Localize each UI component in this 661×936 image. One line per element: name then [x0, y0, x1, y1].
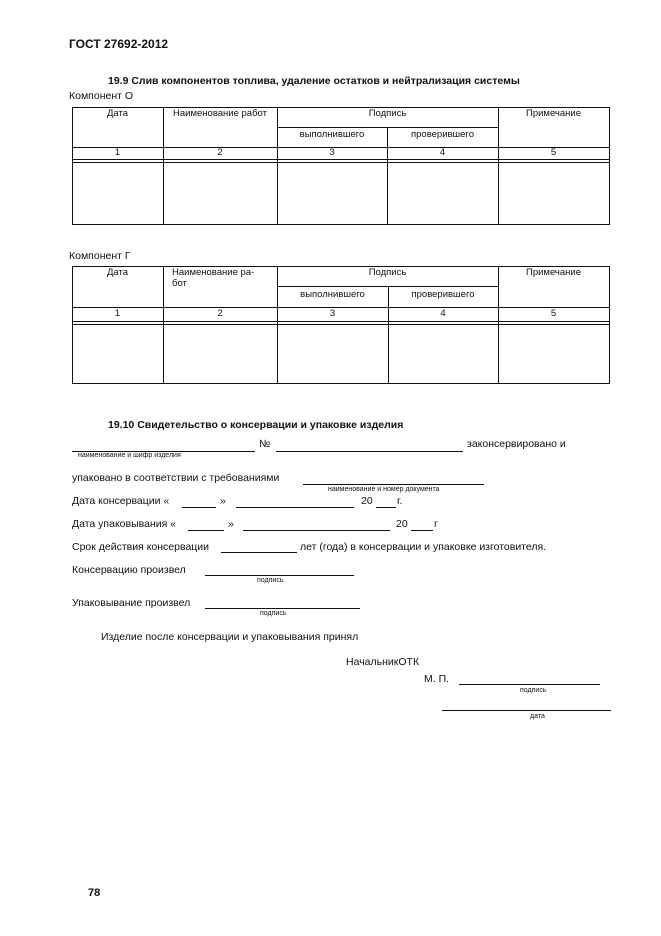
date-packing-label: Дата упаковывания «: [72, 518, 177, 530]
document-code: ГОСТ 27692-2012: [69, 37, 169, 51]
year-prefix: 20: [361, 495, 373, 507]
header-signature: Подпись: [368, 108, 407, 119]
header-works-line-2: бот: [172, 278, 187, 289]
column-number: 5: [550, 147, 557, 158]
column-number: 2: [217, 308, 223, 319]
conservation-year-field: [376, 507, 396, 508]
conserved-by-label: Консервацию произвел: [72, 564, 186, 576]
year-suffix-short: г: [434, 518, 438, 530]
head-otk-label: НачальникОТК: [346, 656, 420, 668]
head-otk-signature-field: [459, 684, 600, 685]
column-number: 5: [550, 308, 557, 319]
header-note: Примечание: [526, 108, 581, 119]
signature-caption: подпись: [257, 577, 284, 584]
header-performer: выполнившего: [299, 129, 365, 140]
year-prefix: 20: [396, 518, 408, 530]
column-number: 3: [329, 308, 336, 319]
header-date: Дата: [106, 108, 129, 119]
component-o-label: Компонент О: [69, 90, 134, 102]
caption-doc: наименование и номер документа: [328, 486, 440, 493]
conserved-by-signature-field: [205, 575, 354, 576]
conservation-month-field: [236, 507, 354, 508]
column-number: 4: [439, 147, 446, 158]
header-date: Дата: [106, 267, 129, 278]
validity-years-field: [221, 552, 297, 553]
packed-by-label: Упаковывание произвел: [72, 597, 191, 609]
acceptance-date-field: [442, 710, 611, 711]
header-performer: выполнившего: [300, 289, 365, 300]
header-checker: проверившего: [410, 129, 475, 140]
section-19-10-title: 19.10 Свидетельство о консервации и упаковке изделия: [108, 419, 404, 431]
signature-caption: подпись: [260, 610, 287, 617]
conserved-text: законсервировано и: [467, 438, 566, 450]
number-sign: №: [259, 438, 271, 450]
header-works: Наименование работ: [173, 108, 267, 119]
packed-by-signature-field: [205, 608, 360, 609]
validity-rest: лет (года) в консервации и упаковке изготовителя.: [300, 541, 547, 553]
component-g-label: Компонент Г: [69, 250, 131, 262]
header-note: Примечание: [526, 267, 581, 278]
column-number: 1: [114, 147, 121, 158]
packing-year-field: [411, 530, 433, 531]
packed-text: упаковано в соответствии с требованиями: [72, 472, 280, 484]
column-number: 2: [217, 147, 223, 158]
header-works-line-1: Наименование ра-: [172, 267, 255, 278]
date-caption: дата: [530, 713, 545, 720]
section-19-9-title: 19.9 Слив компонентов топлива, удаление остатков и нейтрализация системы: [108, 75, 520, 87]
product-number-field: [276, 451, 463, 452]
stamp-label: М. П.: [424, 673, 450, 685]
caption-name-code: наименование и шифр изделия: [78, 452, 181, 459]
validity-label: Срок действия консервации: [72, 541, 210, 553]
column-number: 3: [329, 147, 335, 158]
conservation-day-field: [182, 507, 216, 508]
packing-day-field: [188, 530, 224, 531]
column-number: 4: [440, 308, 446, 319]
quote-close: »: [220, 495, 226, 507]
packing-month-field: [243, 530, 390, 531]
year-suffix: г.: [397, 495, 403, 507]
column-number: 1: [114, 308, 121, 319]
page-number: 78: [88, 887, 101, 899]
date-conservation-label: Дата консервации «: [72, 495, 170, 507]
quote-close: »: [228, 518, 234, 530]
header-checker: проверившего: [411, 289, 475, 300]
accepted-text: Изделие после консервации и упаковывания принял: [101, 631, 359, 643]
header-signature: Подпись: [368, 267, 407, 278]
requirements-field: [303, 484, 484, 485]
signature-caption: подпись: [520, 687, 547, 694]
